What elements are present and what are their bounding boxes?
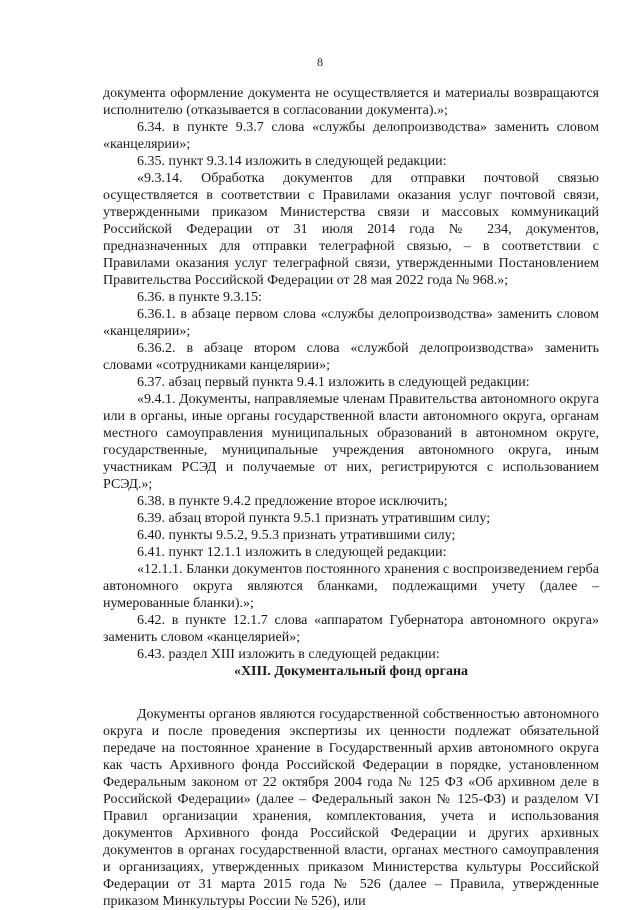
paragraph-6-41: 6.41. пункт 12.1.1 изложить в следующей редакции: (137, 545, 447, 560)
paragraph-6-36: 6.36. в пункте 9.3.15: (137, 290, 262, 305)
paragraph-12-1-1: «12.1.1. Бланки документов постоянного хранения с воспроизведением герба автономного округа являются бланками, подлежащими учету (далее – нумерованные бланки).»; (103, 562, 599, 611)
paragraph-continuation: документа оформление документа не осуществляется и материалы возвращаются исполнителю (отказывается в согласовании документа).»; (103, 86, 599, 118)
paragraph-6-36-2: 6.36.2. в абзаце втором слова «службой делопроизводства» заменить словами «сотрудниками канцелярии»; (103, 341, 599, 373)
paragraph-6-39: 6.39. абзац второй пункта 9.5.1 признать утратившим силу; (137, 511, 491, 526)
paragraph-6-35: 6.35. пункт 9.3.14 изложить в следующей редакции: (137, 154, 447, 169)
paragraph-6-36-1: 6.36.1. в абзаце первом слова «службы делопроизводства» заменить словом «канцелярии»; (103, 307, 599, 339)
section-spacer (103, 680, 599, 706)
paragraph-6-43: 6.43. раздел XIII изложить в следующей редакции: (137, 647, 440, 662)
paragraph-9-3-14: «9.3.14. Обработка документов для отправки почтовой связью осуществляется в соответствии с Правилами оказания услуг почтовой связи, утвержденными приказом Министерства связи и массовых коммуникаций Российской Федерации от 31 июля 2014 года № 234, документов, предназначенных для отправки телеграфной связью, – в соответствии с Правилами оказания услуг телеграфной связи, утвержденными Постановлением Правительства Российской Федерации от 28 мая 2022 года № 968.»; (103, 171, 599, 288)
paragraph-6-38: 6.38. в пункте 9.4.2 предложение второе исключить; (137, 494, 448, 509)
paragraph-6-34: 6.34. в пункте 9.3.7 слова «службы делопроизводства» заменить словом «канцелярии»; (103, 120, 599, 152)
page-number: 8 (317, 55, 323, 69)
paragraph-6-40: 6.40. пункты 9.5.2, 9.5.3 признать утратившими силу; (137, 528, 456, 543)
paragraph-6-42: 6.42. в пункте 12.1.7 слова «аппаратом Губернатора автономного округа» заменить словом «канцелярией»; (103, 613, 599, 645)
paragraph-documents-ownership: Документы органов являются государственной собственностью автономного округа и после проведения экспертизы их ценности подлежат обязательной передаче на постоянное хранение в Государственный архив автономного округа как часть Архивного фонда Российской Федерации в порядке, установленном Федеральным законом от 22 октября 2004 года № 125 ФЗ «Об архивном деле в Российской Федерации» (далее – Федеральный закон № 125-ФЗ) и разделом VI Правил организации хранения, комплектования, учета и использования документов Архивного фонда Российской Федерации и других архивных документов в органах государственной власти, органах местного самоуправления и организациях, утвержденных приказом Министерства культуры Российской Федерации от 31 марта 2015 года № 526 (далее – Правила, утвержденные приказом Минкультуры России № 526), или (103, 707, 599, 909)
section-heading: «XIII. Документальный фонд органа (233, 664, 469, 679)
paragraph-6-37: 6.37. абзац первый пункта 9.4.1 изложить в следующей редакции: (137, 375, 530, 390)
document-body (103, 85, 599, 910)
paragraph-9-4-1: «9.4.1. Документы, направляемые членам Правительства автономного округа или в органы, иные органы государственной власти автономного округа, органам местного самоуправления муниципальных образований в автономном округе, государственные, муниципальные учреждения автономного округа, иным участникам РСЭД и получаемые от них, регистрируются с использованием РСЭД.»; (103, 392, 599, 492)
